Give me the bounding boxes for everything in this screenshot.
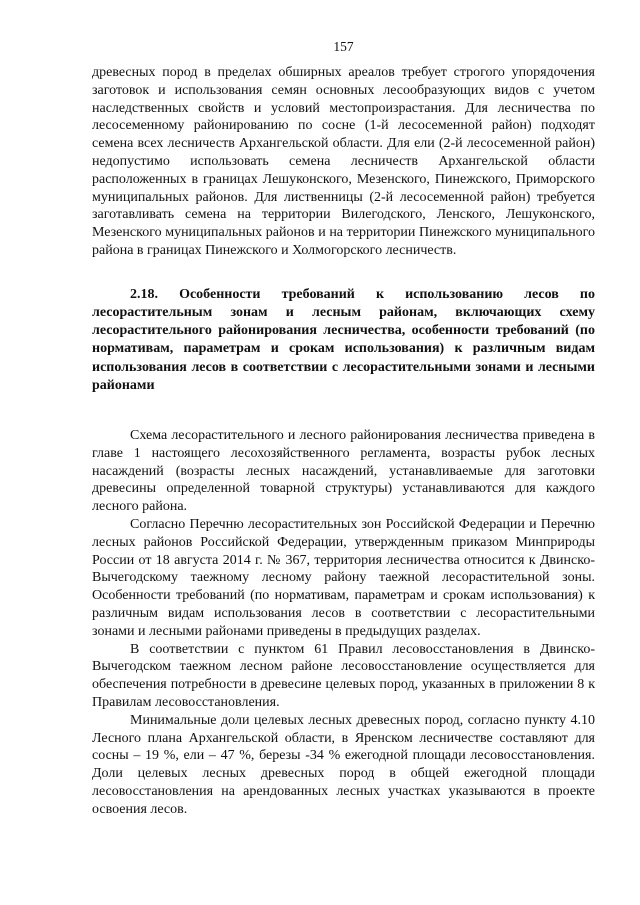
document-page bbox=[92, 38, 595, 819]
section-heading: 2.18. Особенности требований к использованию лесов по лесорастительным зонам и лесным районам, включающих схему лесорастительного районирования лесничества, особенности требований (по нормативам, параметрам и срокам использования) к различным видам использования лесов в соответствии с лесорастительными зонами и лесными районами bbox=[92, 286, 595, 393]
spacer bbox=[92, 395, 595, 427]
paragraph: Минимальные доли целевых лесных древесных пород, согласно пункту 4.10 Лесного плана Архангельской области, в Яренском лесничестве составляют для сосны – 19 %, ели – 47 %, березы -34 % ежегодной площади лесовосстановления. Доли целевых лесных древесных пород в общей ежегодной площади лесовосстановления на арендованных лесных участках указываются в проекте освоения лесов. bbox=[92, 712, 595, 817]
paragraph: Схема лесорастительного и лесного районирования лесничества приведена в главе 1 настоящего лесохозяйственного регламента, возрасты рубок лесных насаждений (возрасты лесных насаждений, устанавливаемые для заготовки древесины определенной товарной структуры) устанавливаются для каждого лесного района. bbox=[92, 427, 595, 515]
paragraph: В соответствии с пунктом 61 Правил лесовосстановления в Двинско-Вычегодском таежном лесном районе лесовосстановление осуществляется для обеспечения потребности в древесине целевых пород, указанных в приложении 8 к Правилам лесовосстановления. bbox=[92, 641, 595, 710]
paragraph-continuation: древесных пород в пределах обширных ареалов требует строгого упорядочения заготовок и использования семян основных лесообразующих видов с учетом наследственных свойств и условий местопроизрастания. Для лесничества по лесосеменному районированию по сосне (1-й лесосеменной район) подходят семена всех лесничеств Архангельской области. Для ели (2-й лесосеменной район) недопустимо использовать семена лесничеств Архангельской области расположенных в границах Лешуконского, Мезенского, Пинежского, Приморского муниципальных районов. Для лиственницы (2-й лесосеменной район) требуется заготавливать семена на территории Вилегодского, Ленского, Лешуконского, Мезенского муниципальных районов и на территории Пинежского муниципального района в границах Пинежского и Холмогорского лесничеств. bbox=[92, 65, 595, 258]
paragraph: Согласно Перечню лесорастительных зон Российской Федерации и Перечню лесных районов Российской Федерации, утвержденным приказом Минприроды России от 18 августа 2014 г. № 367, территория лесничества относится к Двинско-Вычегодскому таежному лесному району таежной лесорастительной зоны. Особенности требований (по нормативам, параметрам и срокам использования) к различным видам использования лесов в соответствии с лесорастительными зонами и лесными районами приведены в предыдущих разделах. bbox=[92, 516, 595, 639]
page-number: 157 bbox=[333, 39, 354, 54]
